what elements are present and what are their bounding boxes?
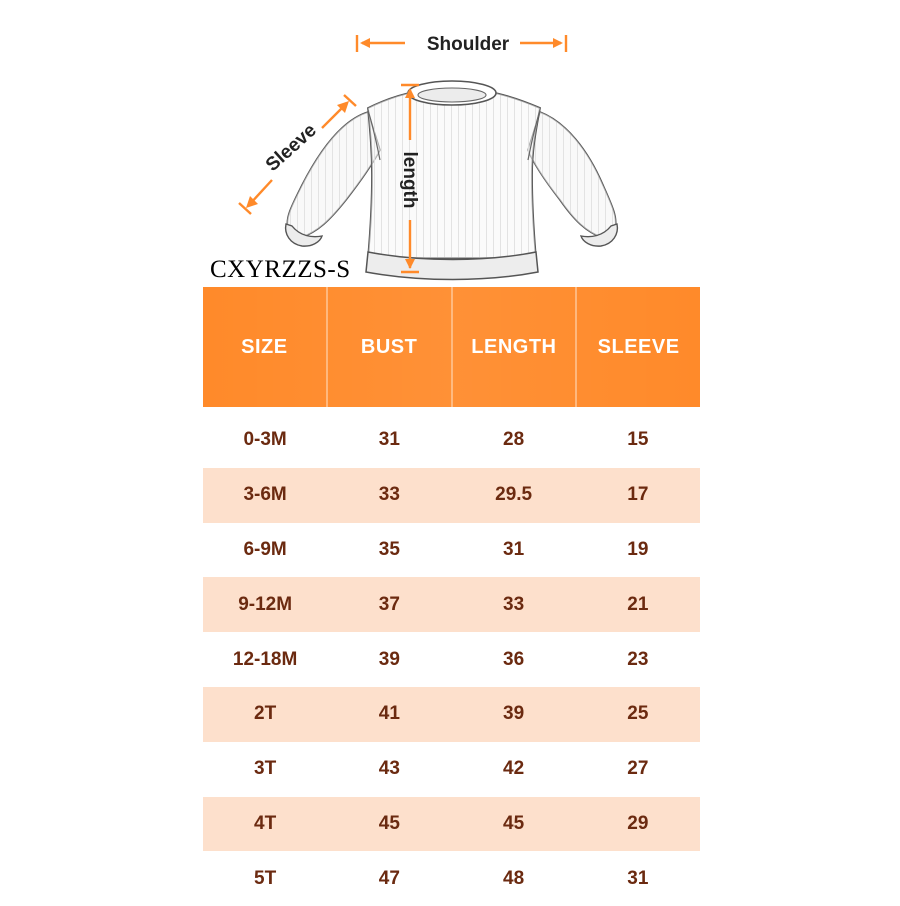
header-bust: BUST — [328, 287, 453, 407]
table-row — [203, 742, 700, 797]
bust-cell: 43 — [378, 758, 400, 780]
sleeve-cell: 31 — [627, 867, 649, 889]
length-cell: 42 — [503, 758, 525, 780]
sweater-illustration-icon — [286, 81, 618, 280]
size-chart-table — [203, 287, 700, 906]
size-cell: 5T — [254, 867, 277, 889]
bust-cell: 41 — [378, 703, 400, 725]
table-row — [203, 523, 700, 578]
table-row — [203, 797, 700, 852]
size-cell: 6-9M — [243, 538, 287, 560]
sleeve-cell: 19 — [627, 538, 649, 560]
header-size: SIZE — [203, 287, 328, 407]
sleeve-cell: 15 — [627, 429, 649, 451]
sleeve-label: Sleeve — [261, 119, 321, 176]
table-row — [203, 687, 700, 742]
sweater-measurement-diagram — [0, 0, 900, 285]
bust-cell: 47 — [378, 867, 400, 889]
bust-cell: 39 — [378, 648, 400, 670]
shoulder-label: Shoulder — [426, 34, 510, 55]
size-cell: 4T — [254, 812, 277, 834]
size-cell: 9-12M — [238, 593, 293, 615]
bust-cell: 45 — [378, 812, 400, 834]
length-cell: 45 — [503, 812, 525, 834]
bust-cell: 33 — [378, 484, 400, 506]
sleeve-cell: 25 — [627, 703, 649, 725]
model-code: CXYRZZS-S — [210, 256, 351, 283]
length-cell: 36 — [503, 648, 525, 670]
length-cell: 39 — [503, 703, 525, 725]
size-cell: 3T — [254, 758, 277, 780]
size-chart-header — [203, 287, 700, 407]
sleeve-cell: 17 — [627, 484, 649, 506]
length-cell: 29.5 — [495, 484, 533, 506]
size-cell: 0-3M — [243, 429, 287, 451]
bust-cell: 35 — [378, 538, 400, 560]
table-row — [203, 851, 700, 906]
length-cell: 31 — [503, 538, 525, 560]
table-row — [203, 413, 700, 468]
length-cell: 48 — [503, 867, 525, 889]
length-cell: 28 — [503, 429, 525, 451]
sleeve-cell: 23 — [627, 648, 649, 670]
sleeve-cell: 27 — [627, 758, 649, 780]
size-cell: 3-6M — [243, 484, 287, 506]
bust-cell: 31 — [378, 429, 400, 451]
size-cell: 12-18M — [232, 648, 298, 670]
bust-cell: 37 — [378, 593, 400, 615]
size-cell: 2T — [254, 703, 277, 725]
header-length: LENGTH — [453, 287, 578, 407]
sleeve-cell: 29 — [627, 812, 649, 834]
table-row — [203, 632, 700, 687]
table-row — [203, 577, 700, 632]
length-label: length — [399, 151, 420, 209]
length-cell: 33 — [503, 593, 525, 615]
sleeve-cell: 21 — [627, 593, 649, 615]
header-sleeve: SLEEVE — [597, 335, 680, 358]
table-row — [203, 468, 700, 523]
size-chart-rows — [203, 413, 700, 906]
